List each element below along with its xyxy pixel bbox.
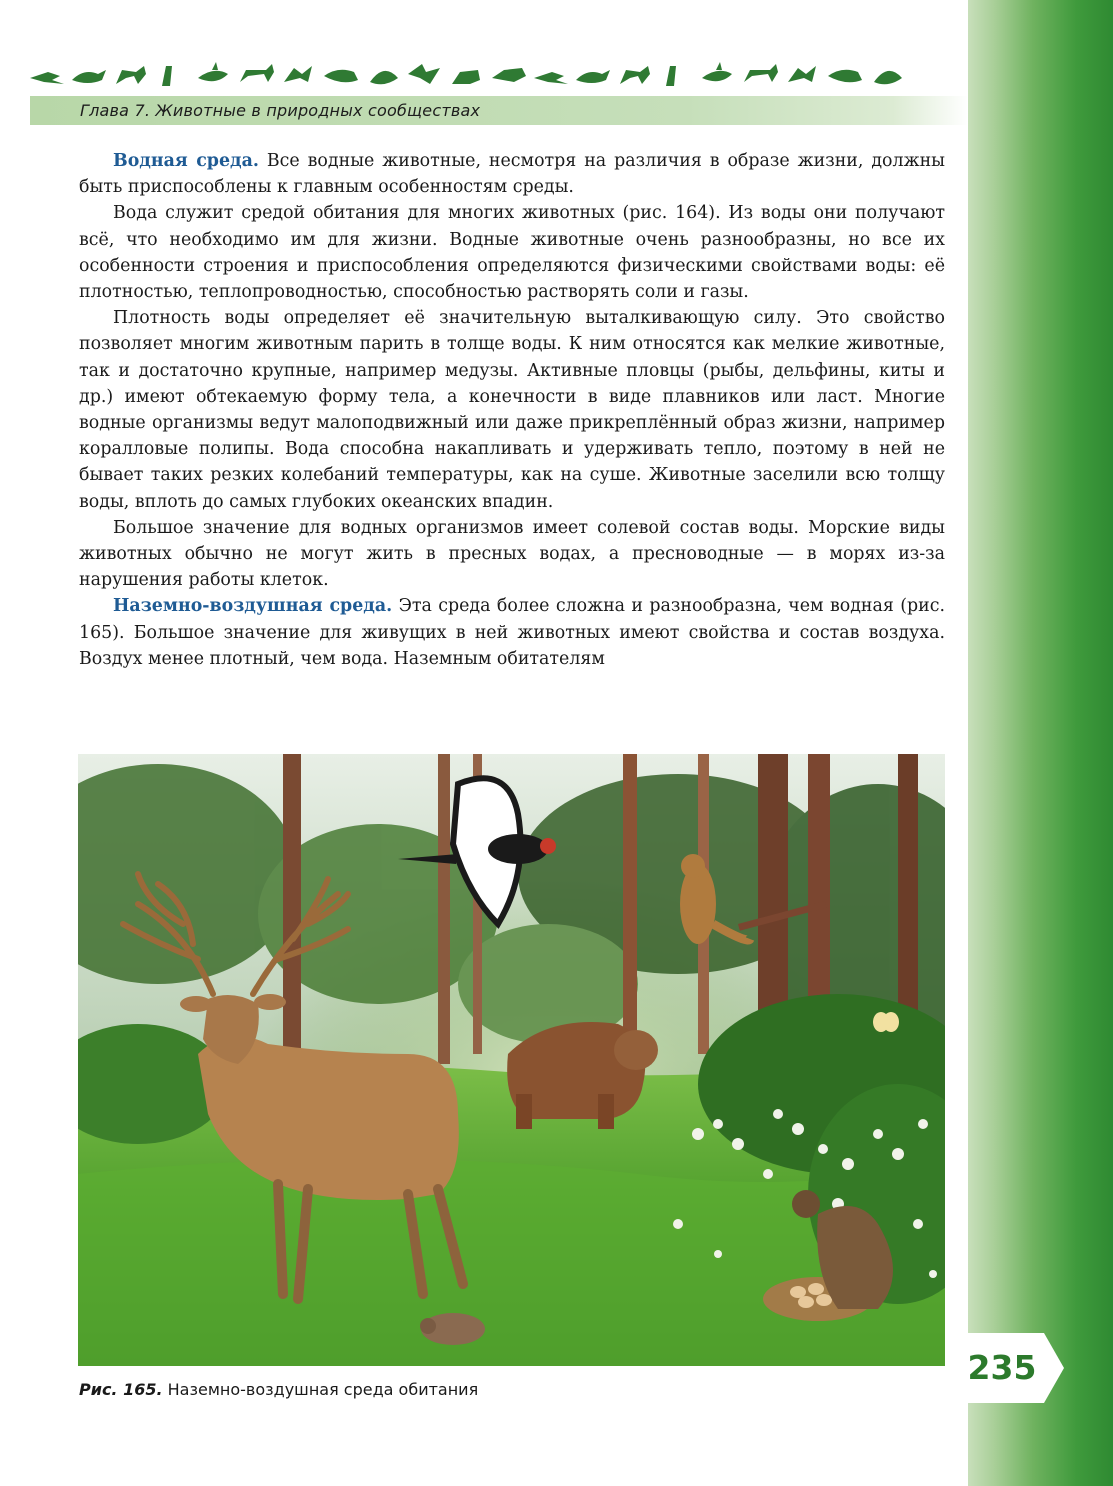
paragraph-land-air-env	[79, 593, 945, 672]
animal-silhouette-icon	[744, 64, 778, 82]
chapter-title: Глава 7. Животные в природных сообществах	[80, 101, 481, 120]
term-land-air-env: Наземно-воздушная среда.	[113, 596, 393, 617]
page-number-tab	[960, 1333, 1064, 1403]
animal-silhouette-icon	[284, 66, 312, 82]
term-water-env: Водная среда.	[113, 151, 259, 171]
animal-silhouette-icon	[828, 70, 862, 83]
animal-silhouette-icon	[666, 66, 676, 86]
page-edge-strip	[968, 0, 1113, 1486]
animal-silhouette-icon	[30, 72, 64, 84]
butterfly	[873, 1012, 899, 1032]
animal-silhouette-icon	[702, 62, 732, 81]
deer-ear-right	[254, 994, 286, 1010]
animal-silhouette-icon	[452, 70, 480, 84]
paragraph-text: Эта среда более сложна и разнообразна, чем водная (рис. 165). Большое значение для живущих в ней животных имеют свойства и состав воздуха. Воздух менее плотный, чем вода. Наземным обитателям	[79, 596, 945, 669]
animal-silhouette-icon	[620, 66, 650, 84]
animal-silhouette-icon	[534, 72, 568, 84]
animal-silhouette-icon	[370, 71, 398, 84]
page-number: 235	[967, 1348, 1037, 1387]
body-text	[79, 148, 945, 672]
caption-label: Рис. 165.	[79, 1380, 163, 1399]
paragraph-water-env	[79, 148, 945, 200]
animal-silhouette-icon	[162, 66, 172, 86]
animal-silhouette-icon	[116, 66, 146, 84]
paragraph-water-density: Плотность воды определяет её значительную выталкивающую силу. Это свойство позволяет многим животным парить в толще воды. К ним относятся как мелкие животные, так и достаточно крупные, например медузы. Активные пловцы (рыбы, дельфины, киты и др.) имеют обтекаемую форму тела, а конечности в виде плавников или ласт. Многие водные организмы ведут малоподвижный или даже прикреплённый образ жизни, например коралловые полипы. Вода способна накапливать и удерживать тепло, поэтому в ней не бывает таких резких колебаний температуры, как на суше. Животные заселили всю толщу воды, вплоть до самых глубоких океанских впадин.	[79, 308, 945, 512]
caption-text: Наземно-воздушная среда обитания	[162, 1380, 479, 1399]
paragraph-water-habitat: Вода служит средой обитания для многих животных (рис. 164). Из воды они получают всё, что необходимо им для жизни. Водные животные очень разнообразны, но все их особенности строения и приспособления определяются физическими свойствами воды: её плотностью, теплопроводностью, способностью растворять соли и газы.	[79, 203, 945, 303]
paragraph-salt-composition: Большое значение для водных организмов имеет солевой состав воды. Морские виды животных обычно не могут жить в пресных водах, а пресноводные — в морях из-за нарушения работы клеток.	[79, 517, 945, 591]
animal-silhouette-icon	[72, 70, 106, 83]
animal-silhouette-icon	[408, 64, 440, 84]
forest-illustration	[78, 754, 945, 1366]
animal-silhouette-icon	[198, 62, 228, 81]
deer-ear-left	[180, 996, 212, 1012]
animal-silhouette-icon	[240, 64, 274, 82]
animal-silhouettes-decoration	[30, 58, 930, 92]
animal-silhouette-icon	[874, 71, 902, 84]
animal-silhouette-icon	[324, 70, 358, 83]
animal-silhouette-icon	[576, 70, 610, 83]
figure-caption	[79, 1380, 478, 1399]
paragraph-text: Все водные животные, несмотря на различия в образе жизни, должны быть приспособлены к главным особенностям среды.	[79, 151, 945, 198]
animal-silhouette-icon	[788, 66, 816, 82]
animal-silhouette-icon	[492, 68, 526, 82]
